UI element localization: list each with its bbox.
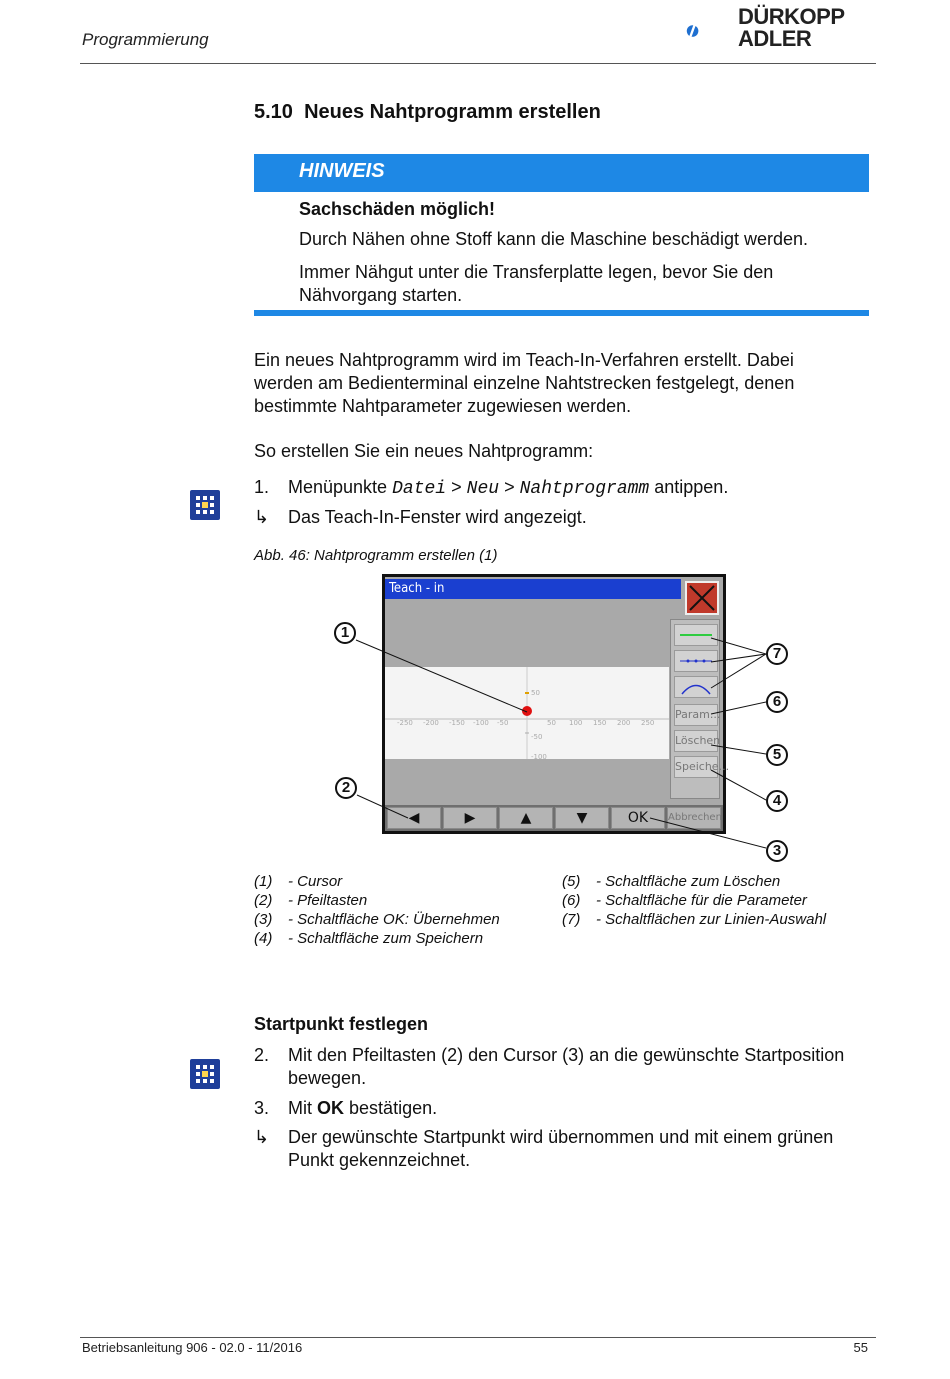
tick-x: -200 (423, 719, 439, 727)
step-1-number: 1. (254, 477, 270, 497)
result-arrow-icon: ↳ (254, 507, 270, 527)
callout-4: 4 (766, 790, 788, 812)
callout-3: 3 (766, 840, 788, 862)
tick-x: 50 (547, 719, 556, 727)
legend-item: (3) - Schaltfläche OK: Übernehmen (254, 911, 500, 928)
step-1-text: Menüpunkte Datei > Neu > Nahtprogramm antippen. (288, 477, 729, 499)
footer-rule (80, 1337, 876, 1338)
parameter-button[interactable]: Param... (674, 704, 718, 726)
save-button[interactable]: Speiche... (674, 756, 718, 778)
tick-x: -50 (497, 719, 509, 727)
result-1-text: Das Teach-In-Fenster wird angezeigt. (288, 507, 587, 527)
note-banner: HINWEIS (254, 154, 869, 192)
cancel-button[interactable]: Abbrechen (667, 807, 721, 829)
footer-doc-ref: Betriebsanleitung 906 - 02.0 - 11/2016 (82, 1340, 303, 1355)
legend-left (254, 872, 500, 948)
legend-item: (1) - Cursor (254, 873, 343, 890)
step-2-text: Mit den Pfeiltasten (2) den Cursor (3) an die gewünschte Startposition bewegen. (288, 1045, 845, 1088)
arrow-right-button[interactable]: ▶ (443, 807, 497, 829)
result-arrow-icon: ↳ (254, 1127, 270, 1147)
note-title: Sachschäden möglich! (299, 199, 496, 219)
figure-caption: Abb. 46: Nahtprogramm erstellen (1) (254, 547, 498, 564)
section-heading: 5.10 Neues Nahtprogramm erstellen (254, 101, 601, 123)
step-3-text: Mit OK bestätigen. (288, 1098, 438, 1118)
tick-x: 200 (617, 719, 631, 727)
legend-item: (2) - Pfeiltasten (254, 892, 368, 909)
howto-text: So erstellen Sie ein neues Nahtprogramm: (254, 441, 594, 461)
legend-item: (6) - Schaltfläche für die Parameter (562, 892, 807, 909)
tick-x: -150 (449, 719, 465, 727)
subheading: Startpunkt festlegen (254, 1014, 429, 1034)
logo-text: DÜRKOPP ADLER (738, 4, 845, 51)
running-header: Programmierung (82, 30, 209, 49)
tick-x: -100 (473, 719, 489, 727)
ok-button[interactable]: OK (611, 807, 665, 829)
result-2-text: Der gewünschte Startpunkt wird übernommen und mit einem grünen Punkt gekennzeichnet. (288, 1127, 834, 1170)
intro-paragraph: Ein neues Nahtprogramm wird im Teach-In-Verfahren erstellt. Dabei werden am Bedienterminal einzelne Nahtstrecken festgelegt, denen bestimmte Nahtparameter zugewiesen werden. (254, 350, 795, 416)
note-text-2: Immer Nähgut unter die Transferplatte legen, bevor Sie den Nähvorgang starten. (299, 262, 774, 305)
arrow-up-button[interactable]: ▲ (499, 807, 553, 829)
tick-x: -250 (397, 719, 413, 727)
legend-right (562, 872, 826, 929)
tick-x: 250 (641, 719, 655, 727)
step-2-number: 2. (254, 1045, 270, 1065)
window-titlebar: Teach - in (385, 579, 681, 599)
callout-7: 7 (766, 643, 788, 665)
callout-2: 2 (335, 777, 357, 799)
legend-item: (5) - Schaltfläche zum Löschen (562, 873, 781, 890)
tick-x: 100 (569, 719, 583, 727)
legend-item: (4) - Schaltfläche zum Speichern (254, 930, 484, 947)
tick-x: 150 (593, 719, 607, 727)
page-number: 55 (853, 1340, 868, 1355)
arrow-left-button[interactable]: ◀ (387, 807, 441, 829)
note-text-1: Durch Nähen ohne Stoff kann die Maschine beschädigt werden. (299, 229, 808, 249)
tick-y: -50 (531, 733, 543, 741)
touch-terminal-icon (190, 1059, 220, 1089)
step-3-number: 3. (254, 1098, 270, 1118)
callout-5: 5 (766, 744, 788, 766)
callout-1: 1 (334, 622, 356, 644)
tick-y: -100 (531, 753, 547, 761)
legend-item: (7) - Schaltflächen zur Linien-Auswahl (562, 911, 827, 928)
delete-button[interactable]: Löschen (674, 730, 718, 752)
arrow-down-button[interactable]: ▼ (555, 807, 609, 829)
tick-y: 50 (531, 689, 540, 697)
callout-6: 6 (766, 691, 788, 713)
